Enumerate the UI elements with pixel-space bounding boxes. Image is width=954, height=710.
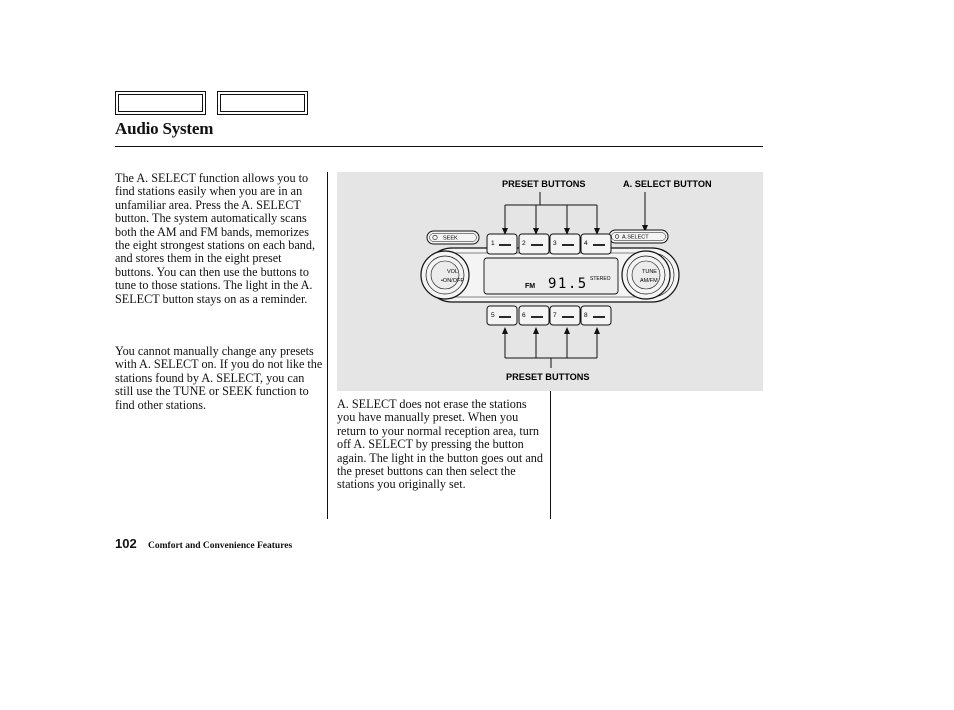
aselect-button[interactable] [609, 230, 668, 243]
power-label: •ON/OFF [441, 278, 464, 284]
band-switch-label: AM/FM [640, 278, 658, 284]
next-page-button[interactable] [217, 91, 308, 115]
callout-lines-top [502, 192, 648, 235]
volume-label: VOL [447, 269, 459, 275]
column-divider-left [327, 172, 328, 519]
section-name: Comfort and Convenience Features [148, 541, 293, 551]
preset-number: 4 [584, 240, 588, 247]
preset-button[interactable] [581, 234, 611, 254]
callout-preset-buttons-top: PRESET BUTTONS [502, 179, 586, 189]
preset-button[interactable] [519, 306, 549, 325]
seek-label: SEEK [443, 235, 458, 242]
preset-button[interactable] [550, 234, 580, 254]
preset-number: 3 [553, 240, 557, 247]
preset-number: 6 [522, 312, 526, 319]
preset-button[interactable] [487, 306, 517, 325]
preset-button[interactable] [487, 234, 517, 254]
title-divider [115, 146, 763, 147]
radio-diagram [337, 172, 763, 391]
aselect-label: A.SELECT [622, 234, 649, 241]
preset-button[interactable] [519, 234, 549, 254]
radio-illustration [337, 172, 763, 391]
tune-knob[interactable] [622, 251, 670, 299]
body-paragraph-1: The A. SELECT function allows you to find stations easily when you are in an unfamiliar area. Press the A. SELECT button. The system automatically scans both the AM and FM bands, memorizes the eight strongest stations on each band, and stores them in the eight preset buttons. You can then use the buttons to tune to those stations. The light in the A. SELECT button stays on as a reminder. [115, 171, 316, 306]
column-divider-right [550, 391, 551, 519]
preset-number: 5 [491, 312, 495, 319]
callout-aselect-button: A. SELECT BUTTON [623, 179, 712, 189]
preset-number: 7 [553, 312, 557, 319]
preset-number: 8 [584, 312, 588, 319]
display-frequency: 91.5 [548, 276, 588, 292]
callout-lines-bottom [502, 327, 600, 368]
display-stereo: STEREO [590, 276, 611, 282]
preset-button[interactable] [550, 306, 580, 325]
display-band: FM [525, 283, 536, 290]
volume-knob[interactable] [421, 251, 469, 299]
seek-button[interactable] [427, 231, 479, 244]
callout-preset-buttons-bottom: PRESET BUTTONS [506, 372, 590, 382]
page-number: 102 [115, 536, 137, 551]
page-title: Audio System [115, 119, 214, 138]
previous-page-button[interactable] [115, 91, 206, 115]
body-paragraph-2: You cannot manually change any presets with A. SELECT on. If you do not like the stations found by A. SELECT, you can still use the TUNE or SEEK function to find other stations. [115, 344, 323, 412]
preset-number: 1 [491, 240, 495, 247]
preset-button[interactable] [581, 306, 611, 325]
body-paragraph-3: A. SELECT does not erase the stations you have manually preset. When you return to your normal reception area, turn off A. SELECT by pressing the button again. The light in the button goes out and the preset buttons can then select the stations you originally set. [337, 397, 543, 492]
preset-number: 2 [522, 240, 526, 247]
tune-label: TUNE [642, 269, 657, 275]
